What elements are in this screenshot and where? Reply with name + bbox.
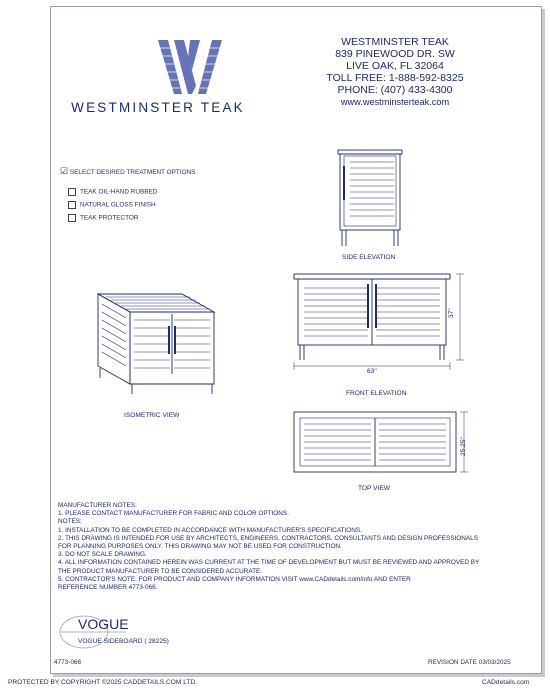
brand-wordmark: WESTMINSTER TEAK xyxy=(71,100,245,115)
toll-free-number: TOLL FREE: 1-888-592-8325 xyxy=(326,72,464,85)
phone-number: PHONE: (407) 433-4300 xyxy=(337,84,453,97)
checkbox-icon[interactable] xyxy=(68,201,76,209)
footer-bar xyxy=(0,672,550,700)
front-elevation-label: FRONT ELEVATION xyxy=(346,390,407,397)
side-elevation-drawing xyxy=(336,148,406,248)
city-state-zip: LIVE OAK, FL 32064 xyxy=(346,60,444,73)
option-natural-gloss[interactable]: NATURAL GLOSS FINISH xyxy=(68,201,156,209)
isometric-view-drawing xyxy=(92,288,232,398)
options-heading: SELECT DESIRED TREATMENT OPTIONS xyxy=(69,169,196,176)
note-line: 5. CONTRACTOR'S NOTE: FOR PRODUCT AND COMPANY INFORMATION VISIT www.CADdetails.com/info AND ENTER xyxy=(58,575,411,583)
manufacturer-notes-heading: MANUFACTURER NOTES: xyxy=(58,502,137,509)
website-link[interactable]: www.westminsterteak.com xyxy=(340,97,450,108)
top-view-drawing xyxy=(290,408,470,478)
notes-block xyxy=(58,502,498,592)
reference-number: 4773-066 xyxy=(54,659,82,666)
side-elevation-label: SIDE ELEVATION xyxy=(342,254,396,261)
product-subtitle: VOGUE SIDEBOARD ( 28225) xyxy=(78,638,169,645)
note-line: 2. THIS DRAWING IS INTENDED FOR USE BY ARCHITECTS, ENGINEERS, CONTRACTORS, CONSULTANTS AND DESIGN PROFESSIONALS xyxy=(58,534,478,542)
note-line: 1. INSTALLATION TO BE COMPLETED IN ACCORDANCE WITH MANUFACTURER'S SPECIFICATIONS. xyxy=(58,526,362,534)
note-line: REFERENCE NUMBER 4773-066. xyxy=(58,584,158,592)
copyright-notice: PROTECTED BY COPYRIGHT ©2025 CADDETAILS.COM LTD. xyxy=(8,679,198,686)
notes-heading: NOTES: xyxy=(58,518,82,526)
revision-date: REVISION DATE 03/03/2025 xyxy=(428,659,511,666)
company-name: WESTMINSTER TEAK xyxy=(341,36,449,48)
street-address: 839 PINEWOOD DR. SW xyxy=(335,48,455,61)
front-height-dimension: 37" xyxy=(448,308,455,318)
top-view-label: TOP VIEW xyxy=(358,485,390,492)
note-line: 3. DO NOT SCALE DRAWING. xyxy=(58,551,147,559)
westminster-teak-logo-icon xyxy=(152,38,232,98)
front-width-dimension: 63" xyxy=(367,368,377,375)
checkbox-icon[interactable] xyxy=(68,188,76,196)
front-elevation-drawing xyxy=(290,270,470,370)
checkbox-icon[interactable] xyxy=(68,214,76,222)
caddetails-link[interactable]: CADdetails.com xyxy=(482,679,530,686)
note-line: FOR PLANNING PURPOSES ONLY. THIS DRAWING MAY NOT BE USED FOR CONSTRUCTION. xyxy=(58,543,342,551)
options-heading-row xyxy=(60,166,195,177)
note-line: THE PRODUCT MANUFACTURER TO BE CONSIDERED ACCURATE. xyxy=(58,567,263,575)
manufacturer-note: 1. PLEASE CONTACT MANUFACTURER FOR FABRIC AND COLOR OPTIONS. xyxy=(58,510,289,518)
option-teak-protector[interactable]: TEAK PROTECTOR xyxy=(68,214,138,222)
isometric-view-label: ISOMETRIC VIEW xyxy=(124,412,180,419)
product-title: VOGUE xyxy=(78,616,129,632)
checkmark-icon: ☑ xyxy=(60,166,69,176)
top-depth-dimension: 25.25" xyxy=(460,437,467,456)
note-line: 4. ALL INFORMATION CONTAINED HEREIN WAS CURRENT AT THE TIME OF DEVELOPMENT BUT MUST BE REVIEWED AND APPROVED BY xyxy=(58,559,480,567)
address-block xyxy=(300,36,490,109)
option-teak-oil[interactable]: TEAK OIL-HAND RUBBED xyxy=(68,188,157,196)
